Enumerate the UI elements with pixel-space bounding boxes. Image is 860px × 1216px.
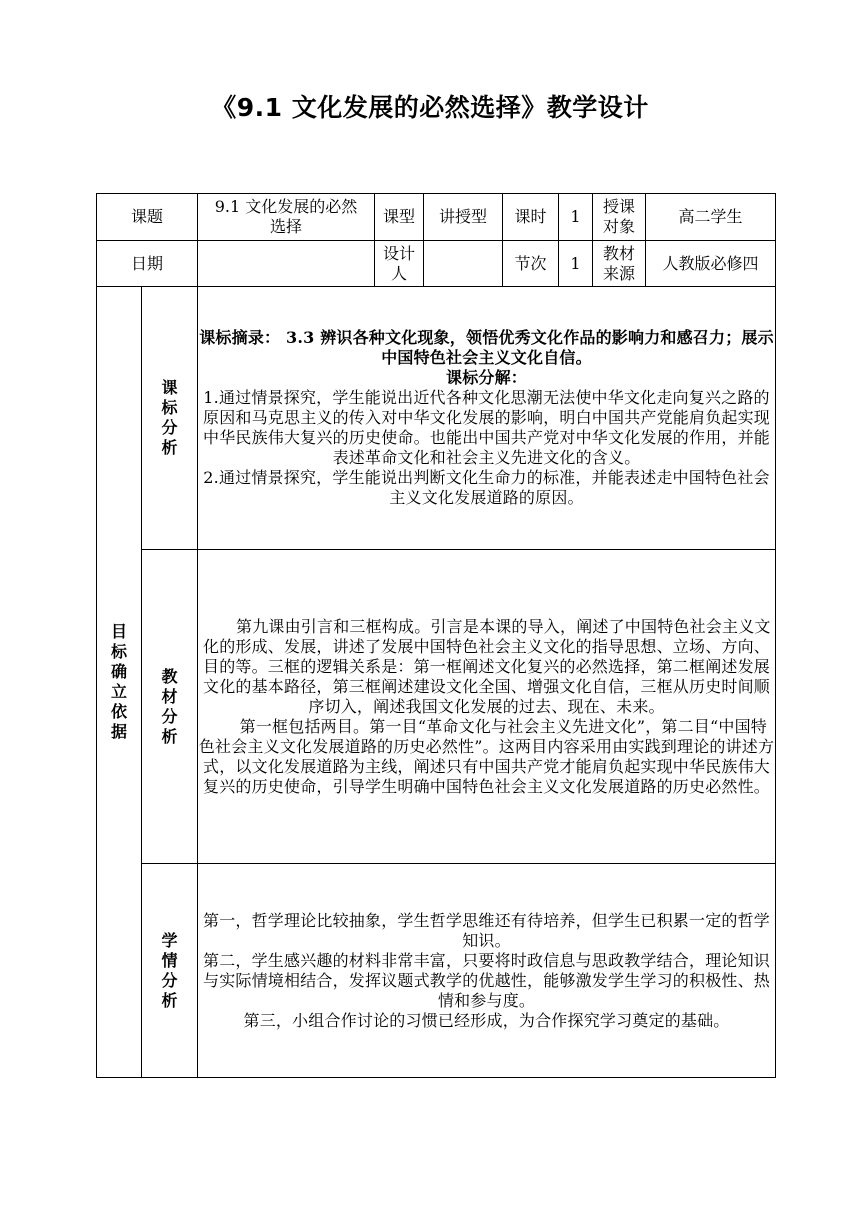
student-analysis-row	[97, 864, 776, 1078]
designer-value	[424, 241, 503, 287]
textbook-analysis-content	[198, 550, 776, 864]
date-label: 日期	[97, 241, 198, 287]
type-value: 讲授型	[424, 194, 503, 241]
curriculum-point-2: 2.通过情景探究，学生能说出判断文化生命力的标准，并能表述走中国特色社会主义文化发展道路的原因。	[203, 468, 770, 507]
curriculum-point-1: 1.通过情景探究，学生能说出近代各种文化思潮无法使中华文化走向复兴之路的原因和马克思主义的传入对中华文化发展的影响，明白中国共产党能肩负起实现中华民族伟大复兴的历史使命。也能出中国共产党对中华文化发展的作用，并能表述革命文化和社会主义先进文化的含义。	[203, 388, 771, 467]
section-label-goal-basis: 目 标 确 立 依 据	[97, 287, 142, 1078]
textbook-value: 人教版必修四	[646, 241, 776, 287]
textbook-analysis-label: 教 材 分 析	[142, 550, 198, 864]
topic-value: 9.1 文化发展的必然选择	[198, 194, 375, 241]
designer-label: 设计人	[375, 241, 424, 287]
curriculum-excerpt: 课标摘录： 3.3 辨识各种文化现象，领悟优秀文化作品的影响力和感召力；展示中国特色社会主义文化自信。	[199, 328, 774, 367]
document-title: 《9.1 文化发展的必然选择》教学设计	[211, 93, 649, 122]
header-row-1	[97, 194, 776, 241]
date-value	[198, 241, 375, 287]
curriculum-analysis-label: 课 标 分 析	[142, 287, 198, 550]
student-paragraph-1: 第一，哲学理论比较抽象，学生哲学思维还有待培养，但学生已积累一定的哲学知识。	[203, 910, 771, 950]
student-paragraph-3: 第三，小组合作讨论的习惯已经形成，为合作探究学习奠定的基础。	[243, 1010, 730, 1030]
curriculum-breakdown-title: 课标分解：	[446, 368, 528, 387]
curriculum-analysis-content	[198, 287, 776, 550]
student-analysis-content	[198, 864, 776, 1078]
textbook-paragraph-2: 第一框包括两目。第一目“革命文化与社会主义先进文化”，第二目“中国特色社会主义文化发展道路的历史必然性”。这两目内容采用由实践到理论的讲述方式，以文化发展道路为主线，阐述只有中国共产党才能肩负起实现中华民族伟大复兴的历史使命，引导学生明确中国特色社会主义文化发展道路的历史必然性。	[198, 716, 775, 796]
textbook-analysis-row	[97, 550, 776, 864]
hours-value: 1	[559, 194, 593, 241]
type-label: 课型	[375, 194, 424, 241]
topic-label: 课题	[97, 194, 198, 241]
period-label: 节次	[503, 241, 559, 287]
header-row-2	[97, 241, 776, 287]
audience-value: 高二学生	[646, 194, 776, 241]
audience-label: 授课对象	[593, 194, 646, 241]
curriculum-row	[97, 287, 776, 550]
student-paragraph-2: 第二，学生感兴趣的材料非常丰富，只要将时政信息与思政教学结合，理论知识与实际情境相结合，发挥议题式教学的优越性，能够激发学生学习的积极性、热情和参与度。	[203, 950, 771, 1010]
textbook-label: 教材来源	[593, 241, 646, 287]
textbook-paragraph-1: 第九课由引言和三框构成。引言是本课的导入，阐述了中国特色社会主义文化的形成、发展，讲述了发展中国特色社会主义文化的指导思想、立场、方向、目的等。三框的逻辑关系是：第一框阐述文化复兴的必然选择，第二框阐述发展文化的基本路径，第三框阐述建设文化全国、增强文化自信，三框从历史时间顺序切入，阐述我国文化发展的过去、现在、未来。	[203, 616, 771, 716]
hours-label: 课时	[503, 194, 559, 241]
period-value: 1	[559, 241, 593, 287]
lesson-plan-table	[96, 193, 776, 1078]
student-analysis-label: 学 情 分 析	[142, 864, 198, 1078]
